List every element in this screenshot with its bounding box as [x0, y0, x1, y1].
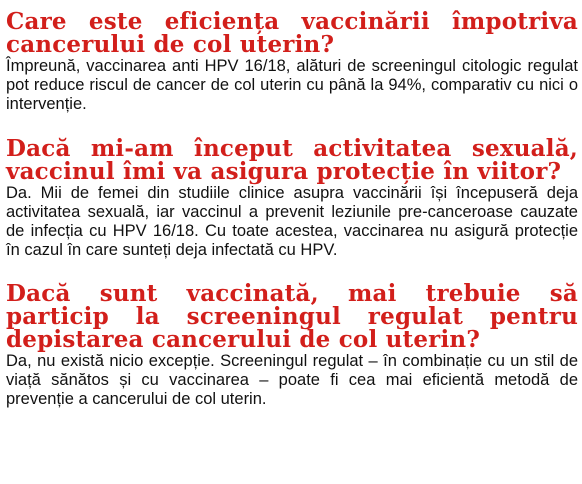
faq-question-heading: Dacă mi-am început activitatea sexuală, vaccinul îmi va asigura protecție în viitor? [6, 135, 578, 185]
faq-item-screening [6, 282, 578, 409]
faq-document [6, 10, 578, 409]
faq-question-heading: Care este eficiența vaccinării împotriva cancerului de col uterin? [6, 8, 578, 58]
faq-answer-paragraph: Da, nu există nicio excepție. Screeningul regulat – în combinație cu un stil de viață sănătos și cu vaccinarea – poate fi cea mai eficientă metodă de prevenție a cancerului de col uterin. [6, 352, 578, 408]
faq-question-heading: Dacă sunt vaccinată, mai trebuie să particip la screeningul regulat pentru depistarea cancerului de col uterin? [6, 280, 578, 353]
faq-item-sexual-activity [6, 137, 578, 260]
faq-item-vaccine-efficiency [6, 10, 578, 114]
faq-answer-paragraph: Da. Mii de femei din studiile clinice asupra vaccinării își începuseră deja activitatea sexuală, iar vaccinul a prevenit leziunile pre-canceroase cauzate de infecția cu HPV 16/18. Cu toate acestea, vaccinarea nu asigură protecție în cazul în care sunteți deja infectată cu HPV. [6, 184, 578, 259]
faq-answer-paragraph: Împreună, vaccinarea anti HPV 16/18, alături de screeningul citologic regulat pot reduce riscul de cancer de col uterin cu până la 94%, comparativ cu nici o intervenție. [6, 57, 578, 113]
